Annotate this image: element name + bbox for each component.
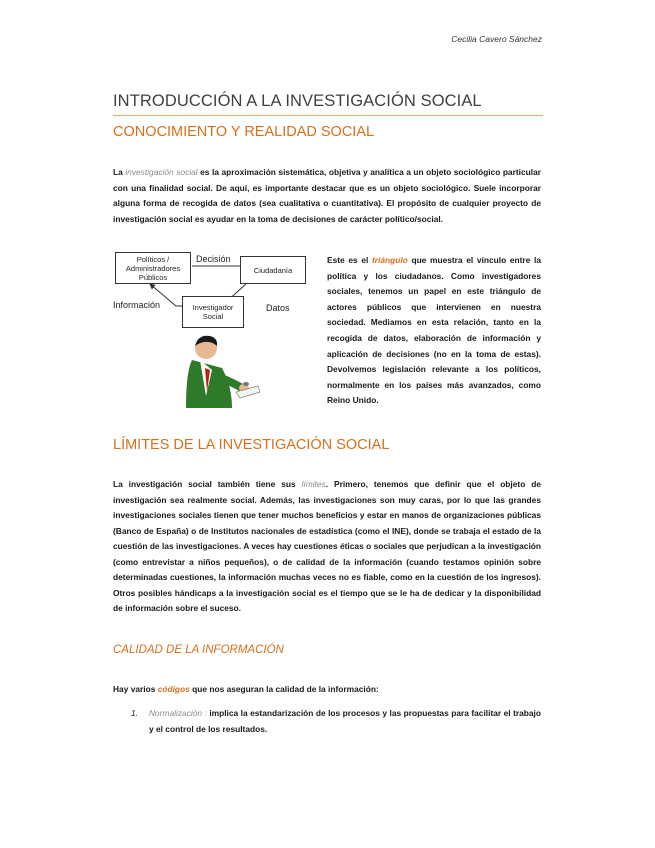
codes-list [113, 705, 541, 737]
calidad-emphasis: códigos [157, 684, 190, 694]
list-item-text: implica la estandarización de los procesos y las propuestas para facilitar el trabajo y el control de los resultados. [149, 708, 541, 734]
section-heading-limites: LÍMITES DE LA INVESTIGACIÓN SOCIAL [113, 437, 390, 453]
limits-paragraph [113, 477, 541, 617]
intro-paragraph [113, 165, 541, 227]
intro-emphasis: investigación social [125, 167, 198, 177]
section-heading-calidad: CALIDAD DE LA INFORMACIÓN [113, 644, 284, 656]
side-emphasis: triángulo [371, 255, 408, 265]
list-item [113, 705, 541, 737]
label-datos: Datos [266, 303, 290, 313]
calidad-text-a: Hay varios [113, 684, 158, 694]
label-informacion: Información [113, 300, 161, 310]
box-ciudadania: Ciudadanía [240, 256, 306, 284]
researcher-illustration [172, 330, 262, 410]
limits-emphasis: límites [301, 479, 326, 489]
triangle-diagram [110, 250, 320, 410]
calidad-intro [113, 682, 541, 698]
side-text-a: Este es el [327, 255, 372, 265]
list-item-number: 1. [131, 708, 138, 718]
page-title: INTRODUCCIÓN A LA INVESTIGACIÓN SOCIAL [113, 92, 543, 116]
box-politicos: Políticos / Administradores Públicos [115, 252, 191, 284]
section-heading-conocimiento: CONOCIMIENTO Y REALIDAD SOCIAL [113, 124, 375, 140]
intro-text-b: es la aproximación sistemática, objetiva y analítica a un objeto sociológico particular con una finalidad social. De aquí, es importante destacar que es un objeto sociológico. Suele incorporar alguna forma de recogida de datos (sea cualitativa o cuantitativa). El propósito de cualquier proyecto de investigación social es ayudar en la toma de decisiones de carácter político/social. [113, 167, 541, 224]
side-text-b: que muestra el vínculo entre la política y los ciudadanos. Como investigadores sociales, tenemos un papel en este triángulo de actores públicos que intervienen en nuestra sociedad. Mediamos en esta relación, tanto en la recogida de datos, elaboración de información y aplicación de decisiones (no en la toma de estas). Devolvemos legislación relevante a los políticos, normalmente en los países más avanzados, como Reino Unido. [327, 255, 541, 406]
limits-text-a: La investigación social también tiene sus [113, 479, 302, 489]
intro-text-a: La [113, 167, 126, 177]
box-investigador: Investigador Social [182, 296, 244, 328]
author-name: Cecilia Cavero Sánchez [451, 34, 542, 44]
limits-text-b: . Primero, tenemos que definir que el objeto de investigación sea realmente social. Además, las investigaciones son muy caras, por lo que las grandes investigaciones sociales tienen que tener muchos beneficios y estar en manos de organizaciones públicas (Banco de España) o de Institutos nacionales de estadística (como el INE), donde se trabaja el estado de la cuestión de las investigaciones. A veces hay cuestiones éticas o sociales que perjudican a la investigación (como entrevistar a niños pequeños), o de calidad de la información (cuando testamos opinión sobre determinadas cuestiones, la información muchas veces no es fiable, como en la cuestión de los ingresos). Otros posibles hándicaps a la investigación social es el tiempo que se le ha de dedicar y la disponibilidad de información sobre el suceso. [113, 479, 541, 613]
calidad-text-b: que nos aseguran la calidad de la información: [189, 684, 379, 694]
list-item-body [149, 705, 541, 737]
list-item-term: Normalización : [149, 708, 207, 718]
triangle-description [327, 253, 541, 409]
label-decision: Decisión [196, 254, 231, 264]
